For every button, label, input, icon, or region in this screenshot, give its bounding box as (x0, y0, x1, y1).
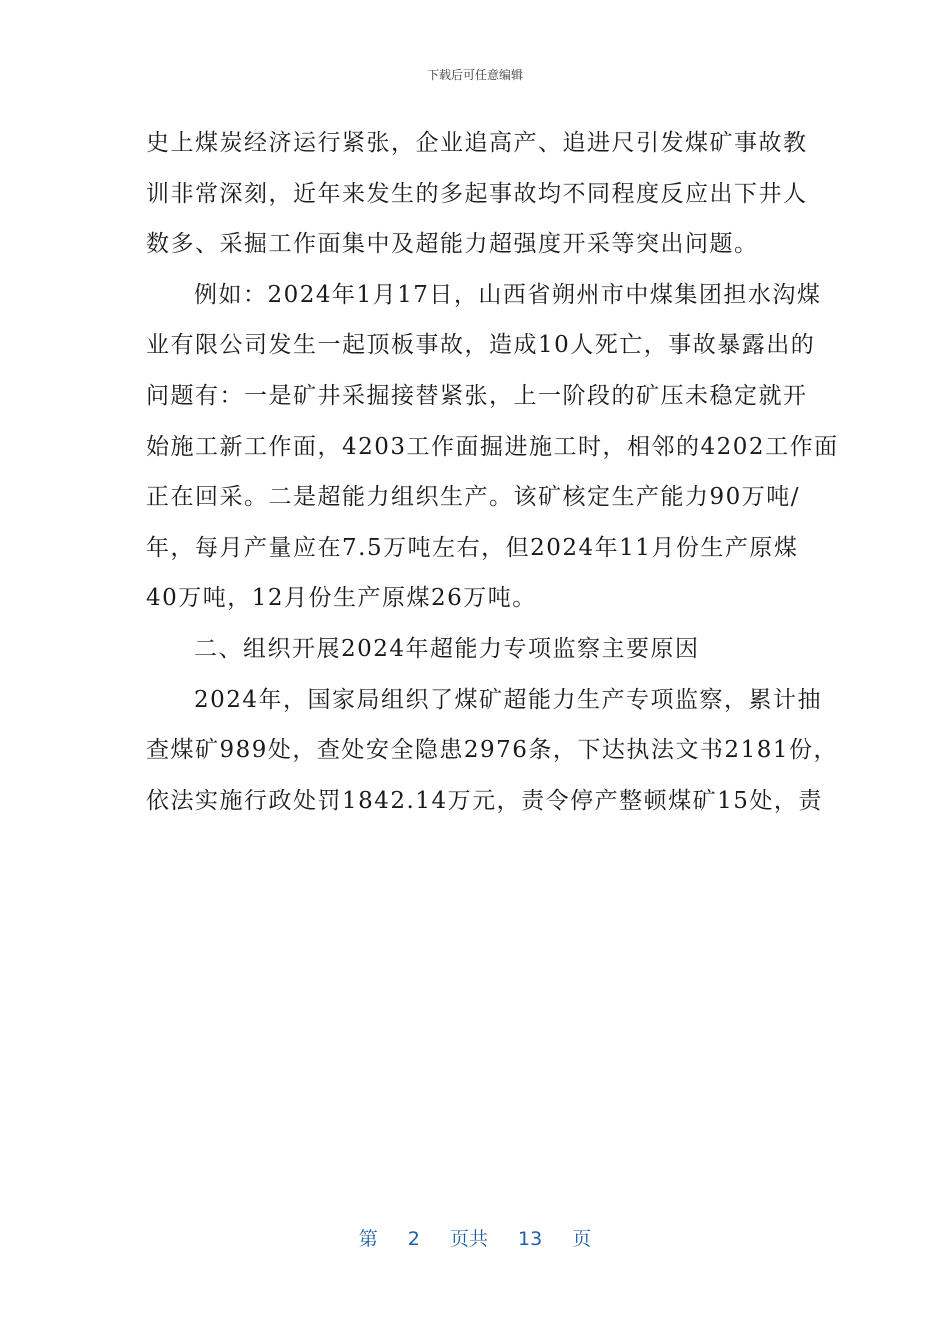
footer-middle: 页共 (449, 1228, 488, 1250)
text-line-1: 史上煤炭经济运行紧张，企业追高产、追进尺引发煤矿事故教 (146, 130, 808, 156)
page-header: 下载后可任意编辑 (426, 68, 523, 82)
text-line-3: 数多、采掘工作面集中及超能力超强度开采等突出问题。 (146, 231, 759, 258)
footer-page-number: 2 (407, 1228, 420, 1250)
text-line-14: 依法实施行政处罚1842.14万元，责令停产整顿煤矿15处，责 (146, 787, 823, 814)
page-footer (0, 1224, 950, 1251)
text-line-9: 年，每月产量应在7.5万吨左右，但2024年11月份生产原煤 (146, 534, 799, 561)
document-body (146, 118, 839, 826)
footer-total-pages: 13 (518, 1228, 543, 1250)
text-line-12: 2024年，国家局组织了煤矿超能力生产专项监察，累计抽 (194, 686, 823, 713)
text-line-2: 训非常深刻，近年来发生的多起事故均不同程度反应出下井人 (146, 180, 808, 207)
text-line-10: 40万吨，12月份生产原煤26万吨。 (146, 585, 537, 612)
text-line-7: 始施工新工作面，4203工作面掘进施工时，相邻的4202工作面 (146, 433, 839, 460)
footer-prefix: 第 (358, 1228, 378, 1250)
text-line-13: 查煤矿989处，查处安全隐患2976条，下达执法文书2181份， (146, 737, 838, 764)
text-line-6: 问题有：一是矿井采掘接替紧张，上一阶段的矿压未稳定就开 (146, 382, 808, 409)
footer-suffix: 页 (572, 1228, 592, 1250)
section-heading: 二、组织开展2024年超能力专项监察主要原因 (194, 635, 700, 662)
text-line-4: 例如：2024年1月17日，山西省朔州市中煤集团担水沟煤 (194, 281, 822, 308)
text-line-5: 业有限公司发生一起顶板事故，造成10人死亡，事故暴露出的 (146, 332, 816, 359)
text-line-8: 正在回采。二是超能力组织生产。该矿核定生产能力90万吨/ (146, 484, 801, 511)
